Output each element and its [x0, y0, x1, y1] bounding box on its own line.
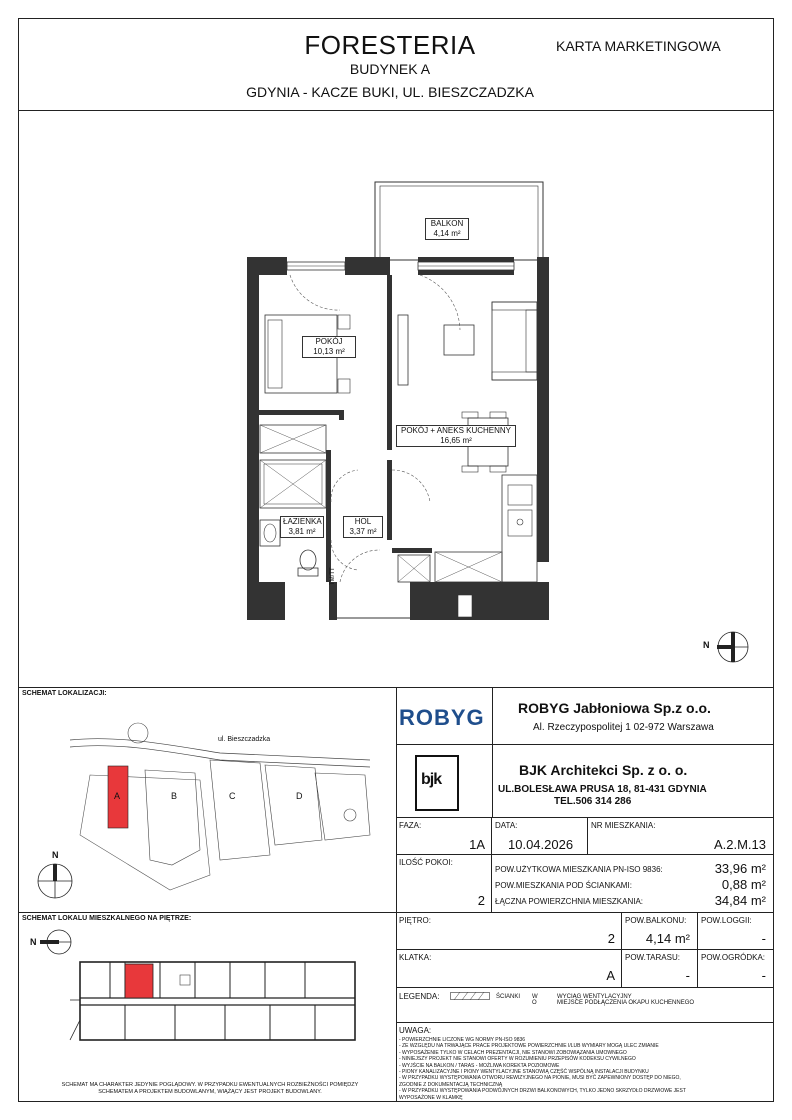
nr-label: NR MIESZKANIA: — [591, 821, 656, 830]
walls-hatch-icon — [450, 992, 490, 1000]
area-row-value: 0,88 m² — [721, 877, 766, 892]
column-divider — [396, 687, 397, 1102]
data-label: DATA: — [495, 821, 518, 830]
note-item: - ZE WZGLĘDU NA TRWAJĄCE PRACE PROJEKTOWE POWIERZCHNIE I/LUB WYMIARY MOGĄ ULEC ZMIANIE — [399, 1043, 659, 1050]
developer-name: ROBYG Jabłoniowa Sp.z o.o. — [518, 700, 711, 716]
cell-divider — [491, 817, 492, 854]
room-name: POKÓJ + ANEKS KUCHENNY — [400, 426, 512, 435]
room-area: 10,13 m² — [313, 347, 345, 356]
legend-vent: WYCIĄG WENTYLACYJNY — [557, 994, 632, 1000]
pietro-value: 2 — [607, 931, 615, 946]
building-a-label: A — [114, 791, 121, 801]
compass-label: N — [703, 640, 710, 650]
developer-address: Al. Rzeczypospolitej 1 02-972 Warszawa — [533, 722, 714, 733]
room-balkon — [425, 218, 469, 240]
room-hol — [343, 516, 383, 538]
compass-label: N — [52, 850, 59, 860]
architect-phone: TEL.506 314 286 — [554, 796, 632, 807]
bjk-logo: bjk — [421, 771, 442, 788]
floor-scheme-title: SCHEMAT LOKALU MIESZKALNEGO NA PIĘTRZE: — [22, 915, 192, 922]
note-item: - W PRZYPADKU WYSTĘPOWANIA OTWORU REWIZYJNEGO NA PIONIE, MUSI BYĆ ZAPEWNIONY DOSTĘP DO NIEGO, ZGODNIE Z DOKUMENTACJĄ TECHNICZNĄ — [399, 1075, 681, 1088]
project-title: FORESTERIA — [304, 30, 476, 60]
vent-marker: W — [532, 994, 538, 1000]
room-lazienka — [280, 516, 324, 538]
room-area: 3,81 m² — [288, 527, 316, 536]
room-name: POKÓJ — [315, 337, 343, 346]
note-item: - POWIERZCHNIE LICZONE WG NORMY PN-ISO 9836 — [399, 1037, 526, 1043]
row-divider — [396, 949, 774, 950]
taras-value: - — [685, 968, 690, 983]
pietro-label: PIĘTRO: — [399, 916, 432, 925]
cell-divider — [587, 817, 588, 854]
area-row-label: ŁĄCZNA POWIERZCHNIA MIESZKANIA: — [495, 897, 644, 906]
room-area: 3,37 m² — [349, 527, 377, 536]
legend-hood: MIEJSCE PODŁĄCZENIA OKAPU KUCHENNEGO — [557, 1000, 695, 1006]
scheme-divider — [18, 912, 396, 913]
loggia-label: POW.LOGGII: — [701, 916, 752, 925]
room-name: HOL — [354, 517, 372, 526]
data-value: 10.04.2026 — [508, 837, 574, 852]
faza-label: FAZA: — [399, 821, 422, 830]
building-d-label: D — [296, 791, 303, 801]
notes-list — [399, 1037, 699, 1101]
door-marker: TM/TT — [330, 567, 336, 585]
robyg-logo: ROBYG — [399, 705, 485, 730]
compass-icon — [36, 862, 74, 900]
compass-icon — [703, 630, 753, 666]
note-item: - WYPOSAŻENIE TYLKO W CELACH PREZENTACJI, NIE STANOWI ZOBOWIĄZANIA UMOWNEGO — [399, 1049, 627, 1056]
architect-name: BJK Architekci Sp. z o. o. — [519, 762, 688, 778]
area-row-value: 34,84 m² — [714, 893, 766, 908]
ogrodek-label: POW.OGRÓDKA: — [701, 953, 766, 962]
compass-label: N — [30, 937, 37, 947]
note-item: - NINIEJSZY PROJEKT NIE STANOWI OFERTY W ROZUMIENIU PRZEPISÓW KODEKSU CYWILNEGO — [399, 1056, 636, 1063]
room-pokoj — [302, 336, 356, 358]
floor-scheme-map — [65, 950, 365, 1045]
balkon-label: POW.BALKONU: — [625, 916, 687, 925]
header-divider — [18, 110, 774, 111]
room-area: 4,14 m² — [433, 229, 461, 238]
row-divider — [396, 1022, 774, 1023]
building-name: BUDYNEK A — [349, 61, 431, 77]
klatka-label: KLATKA: — [399, 953, 432, 962]
room-name: BALKON — [430, 219, 464, 228]
note-item: - PIONY KANALIZACYJNE I PIONY WENTYLACYJNE STANOWIĄ CZĘŚĆ WSPÓLNĄ INSTALACJI BUDYNKU — [399, 1069, 649, 1076]
hood-marker: O — [532, 1000, 537, 1006]
area-row-label: POW.MIESZKANIA POD ŚCIANKAMI: — [495, 881, 632, 890]
building-b-label: B — [171, 791, 178, 801]
disclaimer: SCHEMAT MA CHARAKTER JEDYNIE POGLĄDOWY. W PRZYPADKU EWENTUALNYCH ROZBIEŻNOŚCI POMIĘDZY SCHEMATEM A PROJEKTEM BUDOWLANYM, WIĄŻĄCY JEST PROJEKT BUDOWLANY. — [61, 1082, 359, 1095]
note-item: - WYJŚCIE NA BALKON / TARAS - MOŻLIWA KOREKTA POZIOMOWE — [399, 1062, 560, 1069]
apartment-highlight — [125, 964, 153, 998]
row-divider — [396, 912, 774, 913]
room-salon — [396, 425, 516, 447]
notes-title: UWAGA: — [399, 1026, 432, 1035]
faza-value: 1A — [469, 837, 485, 852]
building-c-label: C — [229, 791, 236, 801]
pokoi-value: 2 — [477, 893, 485, 908]
klatka-value: A — [606, 968, 615, 983]
pokoi-label: ILOŚĆ POKOI: — [399, 858, 453, 867]
location-title: SCHEMAT LOKALIZACJI: — [22, 690, 107, 697]
architect-address: UL.BOLESŁAWA PRUSA 18, 81-431 GDYNIA — [498, 784, 707, 795]
note-item: - W PRZYPADKU WYSTĘPOWANIA PODWÓJNYCH DRZWI BALKONOWYCH, TYLKO JEDNO SKRZYDŁO DRZWIOWE JEST WYPOSAŻONE W KLAMKĘ — [399, 1088, 686, 1101]
row-divider — [396, 987, 774, 988]
legend-walls: ŚCIANKI — [496, 994, 521, 1000]
street-label: ul. Bieszczadzka — [218, 736, 271, 743]
floor-plan — [230, 170, 570, 630]
table-top — [396, 817, 774, 818]
room-area: 16,65 m² — [440, 436, 472, 445]
area-row-label: POW.UŻYTKOWA MIESZKANIA PN-ISO 9836: — [495, 865, 663, 874]
row-divider — [396, 854, 774, 855]
nr-value: A.2.M.13 — [713, 837, 766, 852]
taras-label: POW.TARASU: — [625, 953, 680, 962]
legend-title: LEGENDA: — [399, 992, 440, 1001]
logo-divider — [492, 687, 493, 817]
cell-divider — [491, 854, 492, 912]
ogrodek-value: - — [761, 968, 766, 983]
balkon-value: 4,14 m² — [645, 931, 690, 946]
developer-divider — [396, 744, 774, 745]
area-row-value: 33,96 m² — [714, 861, 766, 876]
card-type: KARTA MARKETINGOWA — [556, 38, 721, 54]
loggia-value: - — [761, 931, 766, 946]
project-address: GDYNIA - KACZE BUKI, UL. BIESZCZADZKA — [246, 84, 534, 100]
room-name: ŁAZIENKA — [283, 517, 322, 526]
